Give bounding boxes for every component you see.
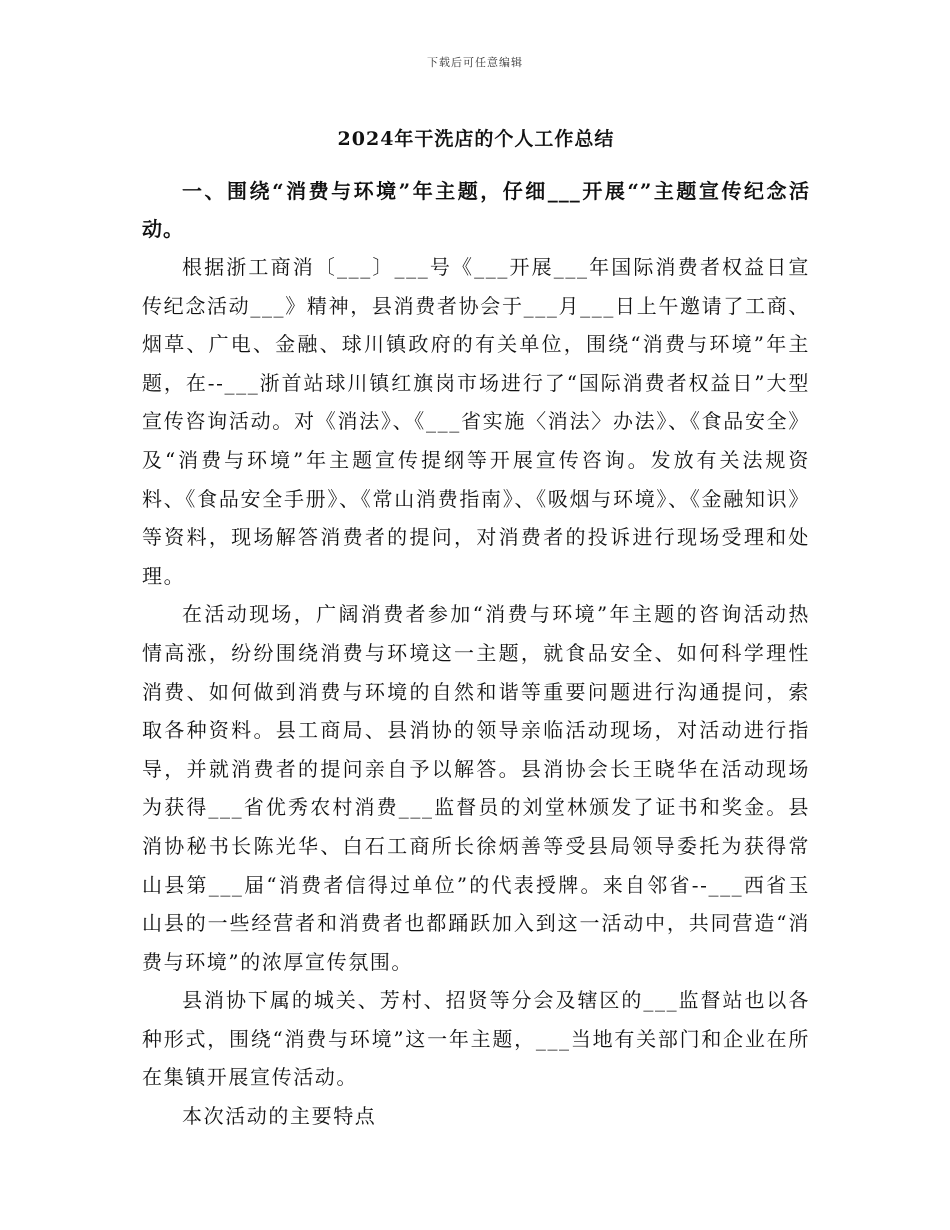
document-title: 2024年干洗店的个人工作总结 <box>337 128 615 150</box>
document-body <box>142 120 810 1136</box>
header-note: 下载后可任意编辑 <box>427 56 523 69</box>
paragraph: 县消协下属的城关、芳村、招贤等分会及辖区的___监督站也以各种形式，围绕“消费与环境”这一年主题，___当地有关部门和企业在所在集镇开展宣传活动。 <box>142 988 810 1090</box>
section-heading: 一、围绕“消费与环境”年主题，仔细___开展“”主题宣传纪念活动。 <box>142 179 810 241</box>
paragraph: 根据浙工商消〔___〕___号《___开展___年国际消费者权益日宣传纪念活动___》精神，县消费者协会于___月___日上午邀请了工商、烟草、广电、金融、球川镇政府的有关单位，围绕“消费与环境”年主题，在--___浙首站球川镇红旗岗市场进行了“国际消费者权益日”大型宣传咨询活动。对《消法》、《___省实施〈消法〉办法》、《食品安全》及“消费与环境”年主题宣传提纲等开展宣传咨询。发放有关法规资料、《食品安全手册》、《常山消费指南》、《吸烟与环境》、《金融知识》等资料，现场解答消费者的提问，对消费者的投诉进行现场受理和处理。 <box>142 255 810 588</box>
paragraph: 在活动现场，广阔消费者参加“消费与环境”年主题的咨询活动热情高涨，纷纷围绕消费与环境这一主题，就食品安全、如何科学理性消费、如何做到消费与环境的自然和谐等重要问题进行沟通提问，索取各种资料。县工商局、县消协的领导亲临活动现场，对活动进行指导，并就消费者的提问亲自予以解答。县消协会长王晓华在活动现场为获得___省优秀农村消费___监督员的刘堂林颁发了证书和奖金。县消协秘书长陈光华、白石工商所长徐炳善等受县局领导委托为获得常山县第___届“消费者信得过单位”的代表授牌。来自邻省--___西省玉山县的一些经营者和消费者也都踊跃加入到这一活动中，共同营造“消费与环境”的浓厚宣传氛围。 <box>142 602 810 974</box>
paragraph: 本次活动的主要特点 <box>182 1104 377 1129</box>
